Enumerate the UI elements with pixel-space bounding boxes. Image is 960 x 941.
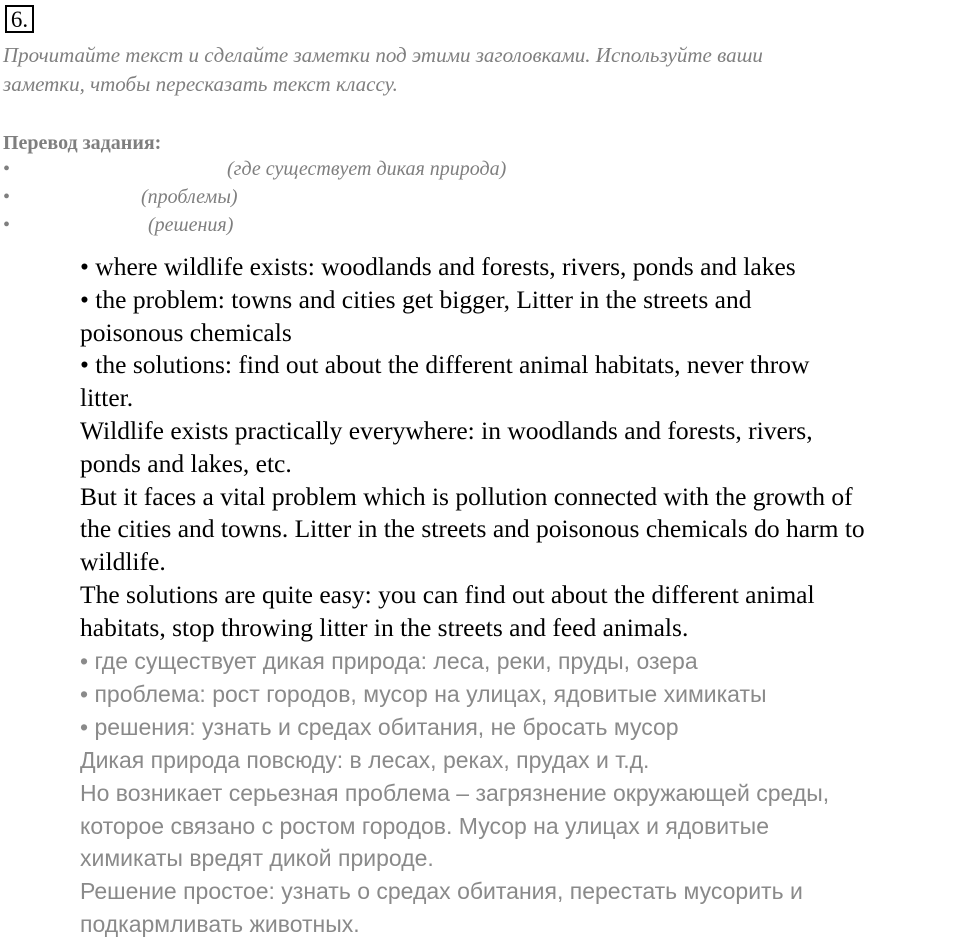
instruction-line: заметки, чтобы пересказать текст классу. [3, 72, 398, 96]
translation-heading: Перевод задания: [3, 132, 162, 154]
russian-line: • где существует дикая природа: леса, реки, пруды, озера [80, 648, 698, 674]
task-number-box: 6. [5, 5, 34, 33]
translation-bullet [3, 211, 233, 239]
instruction-line: Прочитайте текст и сделайте заметки под этими заголовками. Используйте ваши [3, 43, 763, 67]
bullet-dot: • [3, 186, 11, 208]
english-line: Wildlife exists practically everywhere: in woodlands and forests, rivers, [80, 415, 813, 445]
english-line: • the solutions: find out about the different animal habitats, never throw [80, 350, 810, 380]
english-line: wildlife. [80, 547, 166, 577]
english-line: the cities and towns. Litter in the streets and poisonous chemicals do harm to [80, 514, 865, 544]
translation-bullet-text: (проблемы) [141, 186, 238, 208]
english-line: • the problem: towns and cities get bigger, Litter in the streets and [80, 284, 752, 314]
russian-line: которое связано с ростом городов. Мусор на улицах и ядовитые [80, 812, 770, 839]
russian-translation [80, 645, 960, 941]
english-line: The solutions are quite easy: you can find out about the different animal [80, 579, 815, 609]
english-line: But it faces a vital problem which is pollution connected with the growth of [80, 481, 853, 511]
russian-line: • проблема: рост городов, мусор на улицах, ядовитые химикаты [80, 680, 767, 707]
english-line: litter. [80, 383, 134, 413]
task-instruction [3, 41, 953, 99]
english-line: habitats, stop throwing litter in the streets and feed animals. [80, 612, 689, 642]
bullet-dot: • [3, 158, 11, 180]
russian-line: • решения: узнать и средах обитания, не бросать мусор [80, 713, 679, 740]
translation-bullet [3, 183, 238, 211]
bullet-dot: • [3, 214, 11, 236]
russian-line: Дикая природа повсюду: в лесах, реках, прудах и т.д. [80, 746, 650, 773]
english-line: poisonous chemicals [80, 317, 292, 347]
english-answer [80, 251, 960, 645]
english-line: ponds and lakes, etc. [80, 448, 292, 478]
translation-bullet-text: (где существует дикая природа) [227, 158, 507, 180]
russian-line: химикаты вредят дикой природе. [80, 845, 434, 872]
translation-bullet-text: (решения) [148, 214, 234, 236]
english-line: • where wildlife exists: woodlands and forests, rivers, ponds and lakes [80, 252, 796, 281]
russian-line: Решение простое: узнать о средах обитания, перестать мусорить и [80, 878, 803, 905]
russian-line: подкармливать животных. [80, 911, 360, 938]
translation-bullet [3, 155, 506, 183]
russian-line: Но возникает серьезная проблема – загрязнение окружающей среды, [80, 779, 830, 806]
